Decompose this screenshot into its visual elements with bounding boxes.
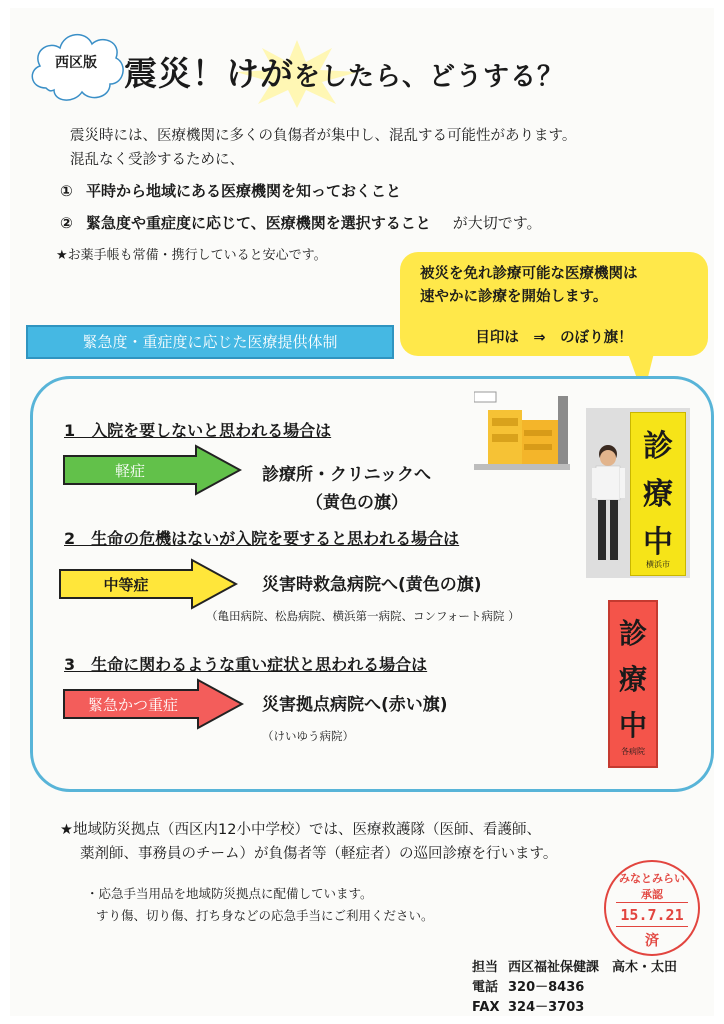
light-label: 軽症 (114, 462, 145, 480)
stamp-mid-text: 承認 (641, 888, 663, 901)
yellow-flag-char-1: 診 (643, 429, 673, 464)
tel-value: 320－8436 (508, 980, 585, 995)
bubble-line-1: 被災を免れ診療可能な医療機関は (420, 266, 638, 282)
fax-value: 324－3703 (508, 1000, 585, 1015)
point-2-text: 緊急度や重症度に応じて、医療機関を選択すること (86, 214, 431, 232)
red-flag-char-3: 中 (618, 709, 647, 742)
case-1-destination: 診療所・クリニックへ (262, 465, 431, 485)
yellow-flag-char-2: 療 (643, 477, 673, 512)
case-3-hospitals: （けいゆう病院） (262, 729, 354, 743)
stamp-line-2 (616, 926, 688, 927)
yellow-flag-sub: 横浜市 (646, 560, 670, 569)
title-rest: をしたら、どうする？ (294, 62, 565, 92)
point-2 (60, 212, 542, 233)
point-2-tail: が大切です。 (452, 214, 542, 232)
system-banner: 緊急度・重症度に応じた医療提供体制 (26, 325, 394, 359)
red-flag (608, 600, 658, 768)
point-1 (60, 180, 401, 201)
yellow-flag (630, 412, 686, 576)
charge-label: 担当 (472, 960, 499, 975)
stamp-bottom-text: 済 (645, 933, 659, 949)
yellow-flag-char-3: 中 (643, 525, 673, 560)
case-1-heading: 1 入院を要しないと思われる場合は (64, 421, 332, 440)
bottom-bullet-2: すり傷、切り傷、打ち身などの応急手当にご利用ください。 (96, 908, 434, 923)
case-1-destination-note: （黄色の旗） (306, 493, 408, 513)
charge-value: 西区福祉保健課 高木・太田 (508, 960, 678, 975)
ward-label: 西区版 (55, 55, 97, 71)
bottom-line-1: ★地域防災拠点（西区内12小中学校）では、医療救護隊（医師、看護師、 (60, 822, 541, 838)
stamp-top-text: みなとみらい (619, 872, 685, 885)
stamp-line-1 (616, 902, 688, 903)
point-1-text: 平時から地域にある医療機関を知っておくこと (86, 182, 402, 200)
point-2-number: ② (60, 214, 73, 232)
case-2-hospitals: （亀田病院、松島病院、横浜第一病院、コンフォート病院 ） (206, 609, 520, 623)
contact-charge (472, 956, 677, 975)
bubble-line-3: 目印は ⇒ のぼり旗！ (475, 330, 633, 346)
medicine-note: ★お薬手帳も常備・携行していると安心です。 (56, 248, 327, 263)
tel-label: 電話 (472, 980, 499, 995)
case-3-destination: 災害拠点病院へ(赤い旗) (262, 695, 448, 715)
page-title (124, 48, 564, 95)
point-1-number: ① (60, 182, 73, 200)
case-3-heading: 3 生命に関わるような重い症状と思われる場合は (64, 655, 428, 674)
case-2-heading: 2 生命の危機はないが入院を要すると思われる場合は (64, 529, 460, 548)
red-flag-char-1: 診 (618, 617, 647, 650)
bottom-line-2: 薬剤師、事務員のチーム）が負傷者等（軽症者）の巡回診療を行います。 (80, 846, 558, 862)
contact-fax (472, 996, 584, 1015)
contact-tel (472, 976, 584, 995)
intro-line-1: 震災時には、医療機関に多くの負傷者が集中し、混乱する可能性があります。 (70, 128, 577, 144)
title-main: 震災！けが (124, 54, 294, 93)
fax-label: FAX (472, 1000, 500, 1015)
bubble-line-2: 速やかに診療を開始します。 (420, 289, 608, 305)
approval-stamp (604, 860, 700, 956)
red-flag-sub: 各病院 (621, 747, 645, 756)
case-2-destination: 災害時救急病院へ(黄色の旗) (262, 575, 482, 595)
moderate-label: 中等症 (103, 576, 149, 594)
intro-line-2: 混乱なく受診するために、 (70, 152, 244, 168)
bottom-bullet-1: ・応急手当用品を地域防災拠点に配備しています。 (86, 886, 373, 901)
severe-label: 緊急かつ重症 (87, 696, 178, 714)
clinic-building-illustration (474, 390, 570, 470)
red-flag-char-2: 療 (618, 663, 647, 696)
stamp-date: 15.7.21 (620, 906, 684, 924)
